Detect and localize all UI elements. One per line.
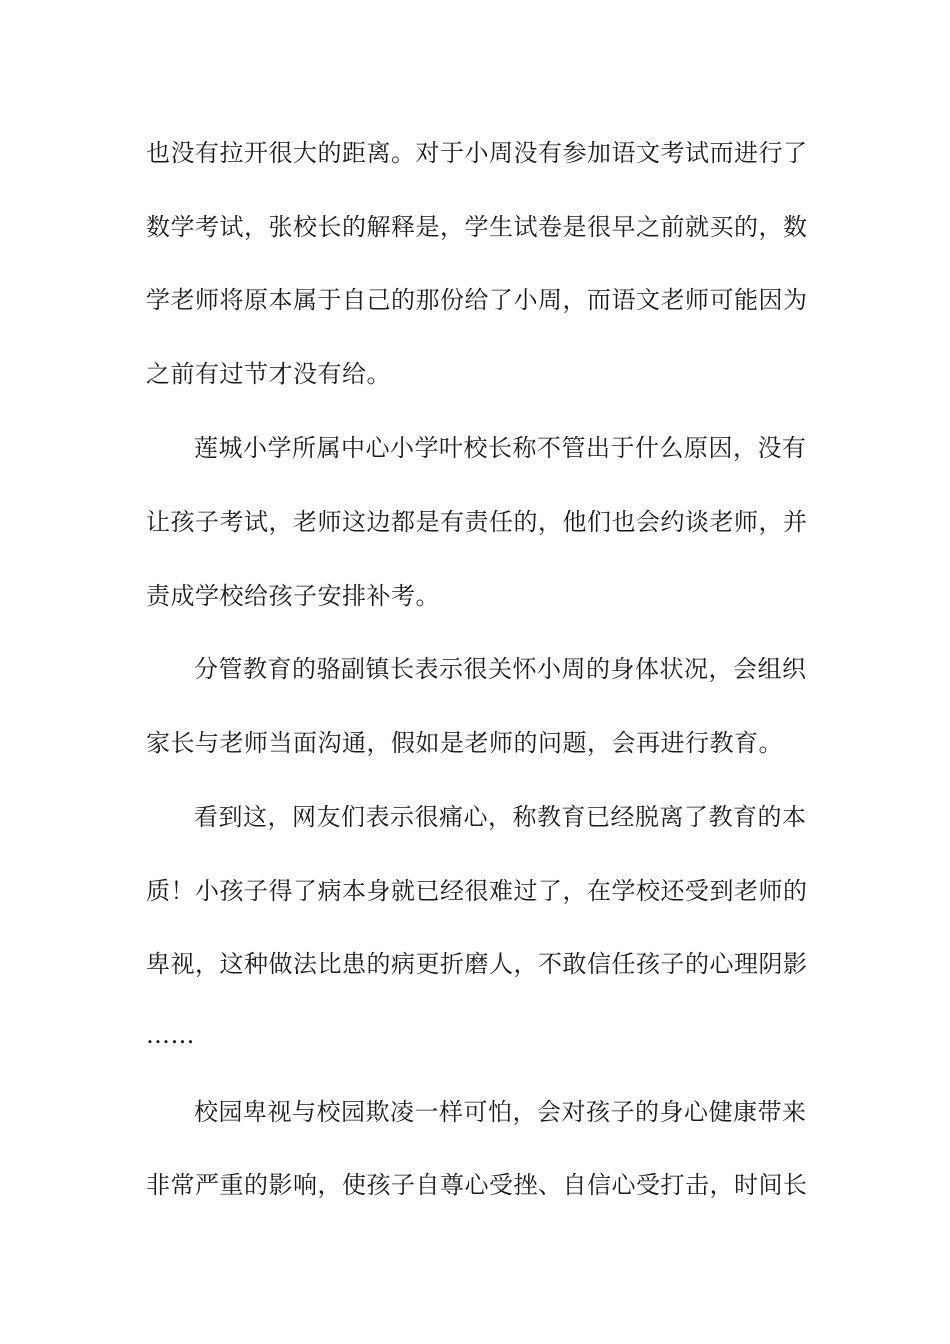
text-line: …… bbox=[146, 1021, 195, 1049]
text-line: 责成学校给孩子安排补考。 bbox=[146, 582, 440, 610]
text-line: 也没有拉开很大的距离。对于小周没有参加语文考试而进行了 bbox=[146, 139, 808, 167]
text-line: 卑视，这种做法比患的病更折磨人，不敢信任孩子的心理阴影 bbox=[146, 950, 808, 978]
text-line: 非常严重的影响，使孩子自尊心受挫、自信心受打击，时间长 bbox=[146, 1171, 808, 1199]
text-line: 家长与老师当面沟通，假如是老师的问题，会再进行教育。 bbox=[146, 729, 783, 757]
text-line: 之前有过节才没有给。 bbox=[146, 360, 391, 388]
paragraph-first-line: 看到这，网友们表示很痛心，称教育已经脱离了教育的本 bbox=[194, 803, 807, 831]
text-line: 数学考试，张校长的解释是，学生试卷是很早之前就买的，数 bbox=[146, 213, 808, 241]
text-line: 学老师将原本属于自己的那份给了小周，而语文老师可能因为 bbox=[146, 286, 808, 314]
text-line: 质！小孩子得了病本身就已经很难过了，在学校还受到老师的 bbox=[146, 877, 808, 905]
paragraph-first-line: 莲城小学所属中心小学叶校长称不管出于什么原因，没有 bbox=[194, 434, 807, 462]
text-line: 让孩子考试，老师这边都是有责任的，他们也会约谈老师，并 bbox=[146, 508, 808, 536]
paragraph-first-line: 分管教育的骆副镇长表示很关怀小周的身体状况，会组织 bbox=[194, 655, 807, 683]
paragraph-first-line: 校园卑视与校园欺凌一样可怕，会对孩子的身心健康带来 bbox=[194, 1098, 807, 1126]
